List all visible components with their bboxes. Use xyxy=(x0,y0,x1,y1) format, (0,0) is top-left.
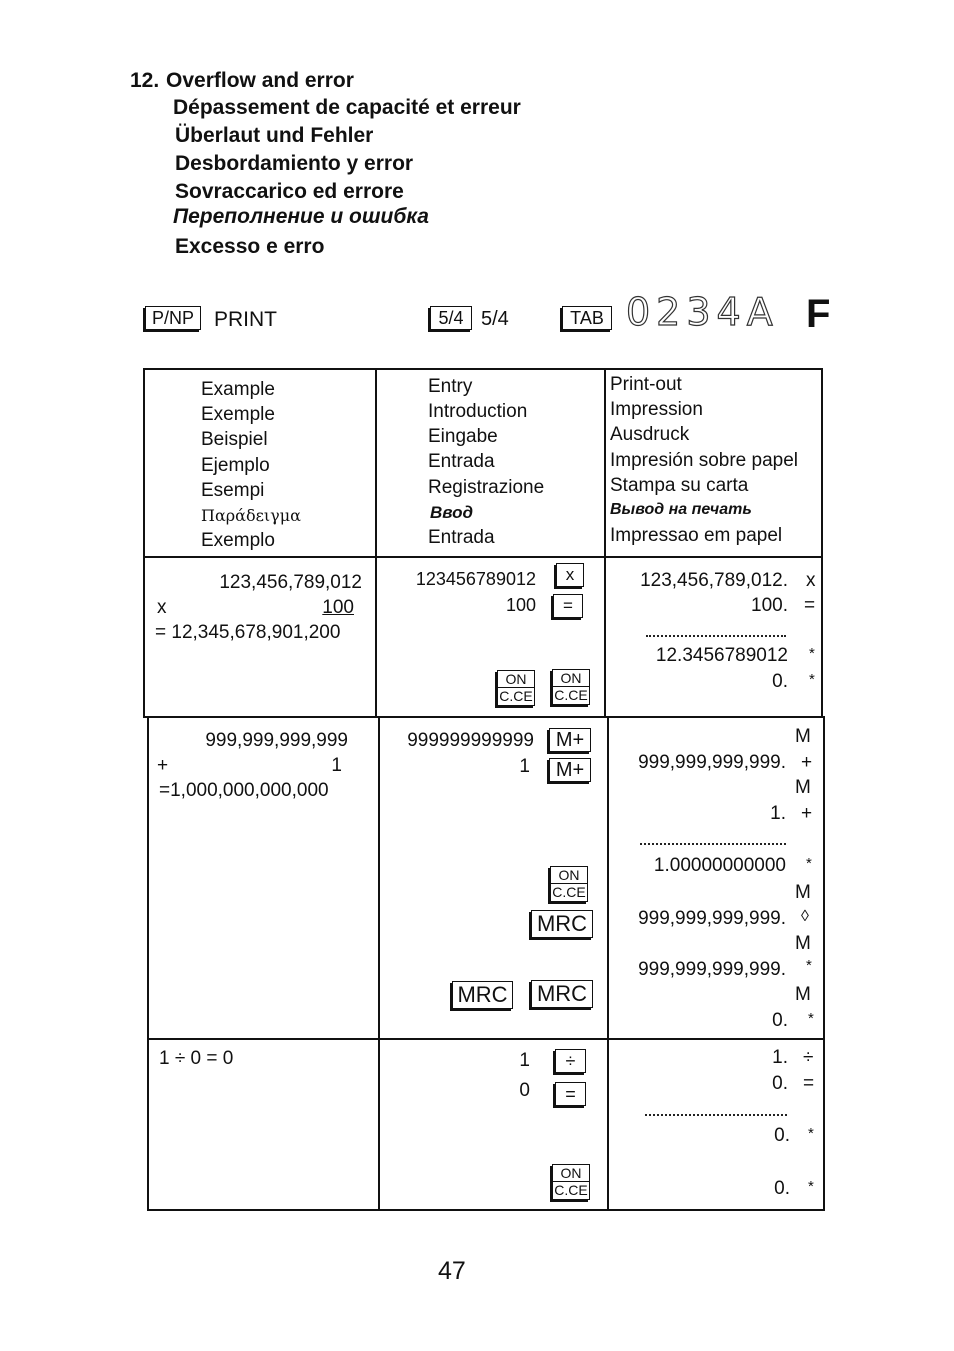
printout-value: 1. xyxy=(770,803,786,824)
on-label: ON xyxy=(498,671,534,688)
printout-symbol: * xyxy=(808,1010,814,1027)
cce-label: C.CE xyxy=(552,884,586,900)
example-result: = 12,345,678,901,200 xyxy=(155,622,341,643)
entry-number-2: 0 xyxy=(519,1080,530,1101)
memory-recall-key: MRC xyxy=(531,980,593,1008)
memory-recall-key: MRC xyxy=(531,910,593,938)
on-cce-key xyxy=(552,669,590,705)
printout-symbol: * xyxy=(808,1125,814,1142)
printout-symbol: M xyxy=(795,882,811,903)
header-example-gr: Παράδειγμα xyxy=(201,506,301,525)
printout-separator xyxy=(645,1114,787,1116)
header-example-en: Example xyxy=(201,379,275,400)
header-entry-pt: Entrada xyxy=(428,527,495,548)
header-printout-it: Stampa su carta xyxy=(610,475,749,496)
page-number: 47 xyxy=(438,1257,466,1285)
printout-value: 0. xyxy=(772,671,788,692)
printout-value: 123,456,789,012. xyxy=(640,570,788,591)
printout-symbol: M xyxy=(795,777,811,798)
tab-digits: 0234A xyxy=(626,290,779,334)
printout-value: 100. xyxy=(751,595,788,616)
round-key: 5/4 xyxy=(430,306,472,330)
on-label: ON xyxy=(553,670,589,687)
entry-number-2: 100 xyxy=(505,595,536,615)
example-operand-1: 123,456,789,012 xyxy=(219,572,362,593)
on-label: ON xyxy=(551,867,587,884)
memory-plus-key: M+ xyxy=(549,758,591,782)
title-fr: Dépassement de capacité et erreur xyxy=(173,96,521,119)
example-operand-2: 100 xyxy=(322,597,354,618)
entry-number-1: 1 xyxy=(519,1050,530,1071)
tab-key: TAB xyxy=(562,306,612,330)
printout-value: 0. xyxy=(772,1010,788,1031)
printout-symbol: * xyxy=(809,671,815,688)
example-operand-1: 999,999,999,999 xyxy=(205,730,348,751)
printout-symbol: M xyxy=(795,984,811,1005)
divide-key: ÷ xyxy=(555,1049,586,1073)
header-entry-ru: Ввод xyxy=(430,503,474,522)
printout-value: 999,999,999,999. xyxy=(638,908,786,929)
on-cce-key xyxy=(550,866,588,902)
header-printout-de: Ausdruck xyxy=(610,424,690,445)
cce-label: C.CE xyxy=(554,687,588,703)
printout-value: 12.3456789012 xyxy=(655,645,788,666)
printout-symbol: * xyxy=(806,957,812,974)
header-example-pt: Exemplo xyxy=(201,530,275,551)
header-printout-ru: Вывод на печать xyxy=(610,501,752,518)
entry-number-2: 1 xyxy=(519,756,530,777)
header-example-fr: Exemple xyxy=(201,404,275,425)
section-number: 12. xyxy=(130,69,160,92)
title-ru: Переполнение и ошибка xyxy=(173,205,429,228)
header-printout-pt: Impressao em papel xyxy=(610,525,783,546)
equals-key: = xyxy=(555,1082,586,1106)
cce-label: C.CE xyxy=(554,1182,588,1198)
printout-symbol: = xyxy=(804,595,816,616)
printout-symbol: M xyxy=(795,933,811,954)
round-label: 5/4 xyxy=(481,308,509,330)
header-entry-de: Eingabe xyxy=(428,426,498,447)
header-printout-es: Impresión sobre papel xyxy=(610,450,798,471)
memory-plus-key: M+ xyxy=(549,728,591,752)
tab-letter: F xyxy=(806,292,831,336)
on-cce-key xyxy=(552,1164,590,1200)
example-operand-2: 1 xyxy=(331,755,342,776)
printout-symbol: + xyxy=(801,803,813,824)
memory-recall-key: MRC xyxy=(452,981,513,1009)
on-label: ON xyxy=(553,1165,589,1182)
header-entry-en: Entry xyxy=(428,376,473,397)
header-entry-es: Entrada xyxy=(428,451,495,472)
printout-separator xyxy=(640,843,786,845)
entry-number-1: 999999999999 xyxy=(407,730,534,751)
header-entry-it: Registrazione xyxy=(428,477,545,498)
example-result: =1,000,000,000,000 xyxy=(159,780,329,801)
on-cce-key xyxy=(497,670,535,706)
title-en: Overflow and error xyxy=(166,69,354,92)
title-de: Überlaut und Fehler xyxy=(175,124,374,147)
printout-separator xyxy=(646,635,786,637)
header-entry-fr: Introduction xyxy=(428,401,528,422)
header-example-it: Esempi xyxy=(201,480,265,501)
title-it: Sovraccarico ed errore xyxy=(175,180,404,203)
header-example-es: Ejemplo xyxy=(201,455,270,476)
header-printout-fr: Impression xyxy=(610,399,703,420)
printout-value: 0. xyxy=(774,1178,790,1199)
example-expression: 1 ÷ 0 = 0 xyxy=(159,1048,234,1069)
pnp-label: PRINT xyxy=(214,308,277,331)
printout-symbol: M xyxy=(795,726,811,747)
printout-symbol: x xyxy=(806,570,816,591)
printout-symbol: ◊ xyxy=(801,908,809,925)
printout-value: 0. xyxy=(774,1125,790,1146)
multiply-key: x xyxy=(556,563,584,587)
header-example-de: Beispiel xyxy=(201,429,268,450)
pnp-key: P/NP xyxy=(145,306,201,330)
equals-key: = xyxy=(553,594,583,618)
example-operator: x xyxy=(157,597,167,618)
printout-value: 1.00000000000 xyxy=(653,855,786,876)
printout-symbol: * xyxy=(806,855,812,872)
title-es: Desbordamiento y error xyxy=(175,152,414,175)
printout-value: 999,999,999,999. xyxy=(638,752,786,773)
printout-value: 1. xyxy=(772,1047,788,1068)
printout-symbol: + xyxy=(801,752,813,773)
printout-symbol: = xyxy=(803,1073,815,1094)
printout-symbol: * xyxy=(809,645,815,662)
printout-symbol: ÷ xyxy=(803,1047,814,1068)
printout-symbol: * xyxy=(808,1178,814,1195)
printout-value: 999,999,999,999. xyxy=(638,959,786,980)
header-printout-en: Print-out xyxy=(610,374,682,395)
title-pt: Excesso e erro xyxy=(175,235,325,258)
cce-label: C.CE xyxy=(499,688,533,704)
entry-number-1: 123456789012 xyxy=(415,569,536,589)
example-operator: + xyxy=(157,755,169,776)
printout-value: 0. xyxy=(772,1073,788,1094)
